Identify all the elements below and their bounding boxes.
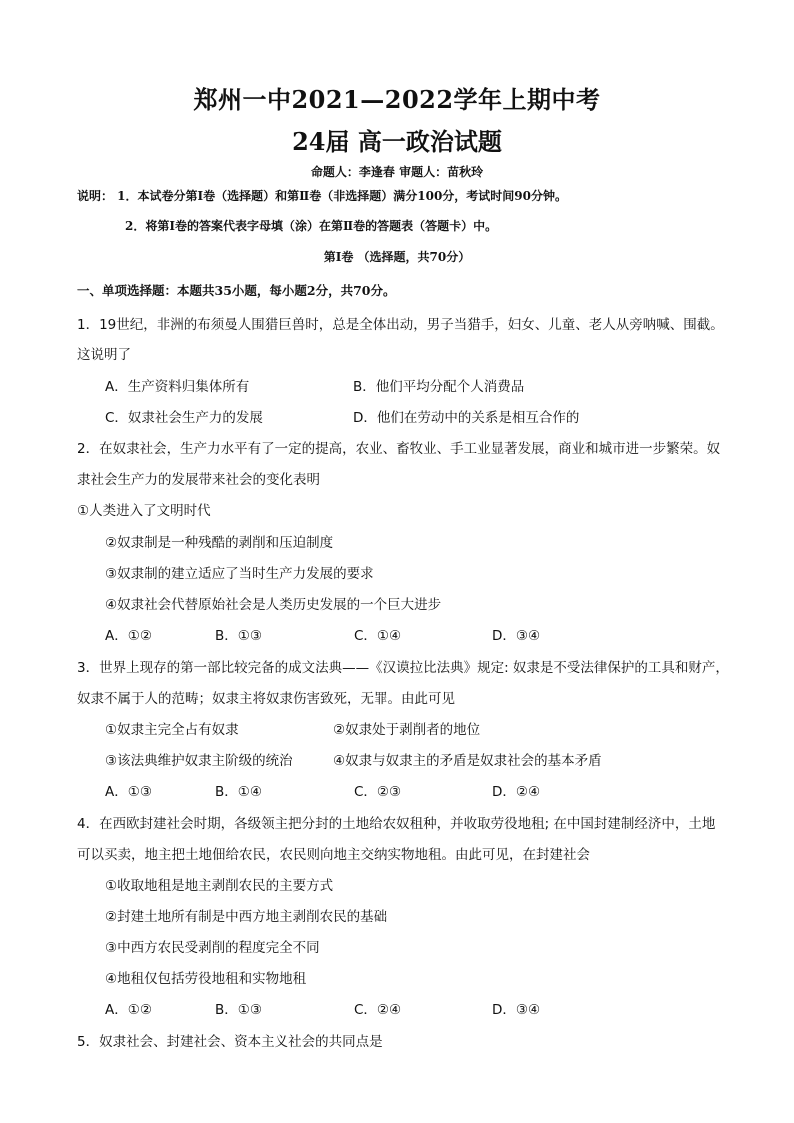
- q2-option-b: B．①③: [215, 628, 262, 644]
- q1-stem-line2: 这说明了: [77, 347, 131, 363]
- q2-option-c: C．①④: [354, 628, 402, 644]
- q2-statement-1: ①人类进入了文明时代: [77, 503, 211, 519]
- q1-option-a: A．生产资料归集体所有: [105, 379, 250, 395]
- instruction-2: 2．将第Ⅰ卷的答案代表字母填（涂）在第Ⅱ卷的答题表（答题卡）中。: [125, 219, 498, 233]
- instruction-1: 说明： 1．本试卷分第Ⅰ卷（选择题）和第Ⅱ卷（非选择题）满分100分，考试时间90分钟。: [77, 189, 568, 203]
- q3-stem-line2: 奴隶不属于人的范畴；奴隶主将奴隶伤害致死，无罪。由此可见: [77, 691, 455, 707]
- q3-statement-3: ③该法典维护奴隶主阶级的统治: [105, 753, 293, 769]
- q3-statement-2: ②奴隶处于剥削者的地位: [333, 722, 481, 738]
- q2-option-d: D．③④: [492, 628, 541, 644]
- q3-option-a: A．①③: [105, 784, 152, 800]
- q1-stem-line1: 1．19世纪，非洲的布须曼人围猎巨兽时，总是全体出动，男子当猎手，妇女、儿童、老人从旁呐喊、围截。: [77, 317, 724, 333]
- q4-stem-line1: 4．在西欧封建社会时期，各级领主把分封的土地给农奴租种，并收取劳役地租; 在中国封建制经济中，土地: [77, 816, 716, 832]
- q4-stem-line2: 可以买卖，地主把土地佃给农民，农民则向地主交纳实物地租。由此可见，在封建社会: [77, 847, 590, 863]
- q2-statement-4: ④奴隶社会代替原始社会是人类历史发展的一个巨大进步: [105, 597, 442, 613]
- q1-option-c: C．奴隶社会生产力的发展: [105, 410, 263, 426]
- section-heading: 一、单项选择题：本题共35小题，每小题2分，共70分。: [77, 283, 396, 298]
- q3-option-b: B．①④: [215, 784, 262, 800]
- q4-option-a: A．①②: [105, 1002, 152, 1018]
- q2-statement-3: ③奴隶制的建立适应了当时生产力发展的要求: [105, 566, 374, 582]
- q4-statement-4: ④地租仅包括劳役地租和实物地租: [105, 971, 307, 987]
- q2-stem-line1: 2．在奴隶社会，生产力水平有了一定的提高，农业、畜牧业、手工业显著发展，商业和城市进一步繁荣。奴: [77, 441, 721, 457]
- q3-option-d: D．②④: [492, 784, 541, 800]
- q2-statement-2: ②奴隶制是一种残酷的剥削和压迫制度: [105, 535, 334, 551]
- q4-statement-3: ③中西方农民受剥削的程度完全不同: [105, 940, 320, 956]
- q2-stem-line2: 隶社会生产力的发展带来社会的变化表明: [77, 472, 320, 488]
- q3-statement-4: ④奴隶与奴隶主的矛盾是奴隶社会的基本矛盾: [333, 753, 602, 769]
- q3-stem-line1: 3．世界上现存的第一部比较完备的成文法典——《汉谟拉比法典》规定: 奴隶是不受法律保护的工具和财产，: [77, 660, 729, 676]
- q4-option-b: B．①③: [215, 1002, 262, 1018]
- q4-statement-2: ②封建土地所有制是中西方地主剥削农民的基础: [105, 909, 388, 925]
- q3-option-c: C．②③: [354, 784, 402, 800]
- q1-option-b: B．他们平均分配个人消费品: [353, 379, 525, 395]
- exam-title: 郑州一中2021—2022学年上期中考: [193, 85, 601, 114]
- q4-statement-1: ①收取地租是地主剥削农民的主要方式: [105, 878, 334, 894]
- q4-option-c: C．②④: [354, 1002, 402, 1018]
- q1-option-d: D．他们在劳动中的关系是相互合作的: [353, 410, 580, 426]
- exam-subtitle: 24届 高一政治试题: [292, 127, 502, 156]
- authors-line: 命题人：李逢春 审题人：苗秋玲: [310, 165, 484, 179]
- volume-heading: 第Ⅰ卷 （选择题，共70分）: [323, 250, 471, 264]
- q4-option-d: D．③④: [492, 1002, 541, 1018]
- q2-option-a: A．①②: [105, 628, 152, 644]
- q5-stem-line1: 5．奴隶社会、封建社会、资本主义社会的共同点是: [77, 1034, 383, 1050]
- q3-statement-1: ①奴隶主完全占有奴隶: [105, 722, 239, 738]
